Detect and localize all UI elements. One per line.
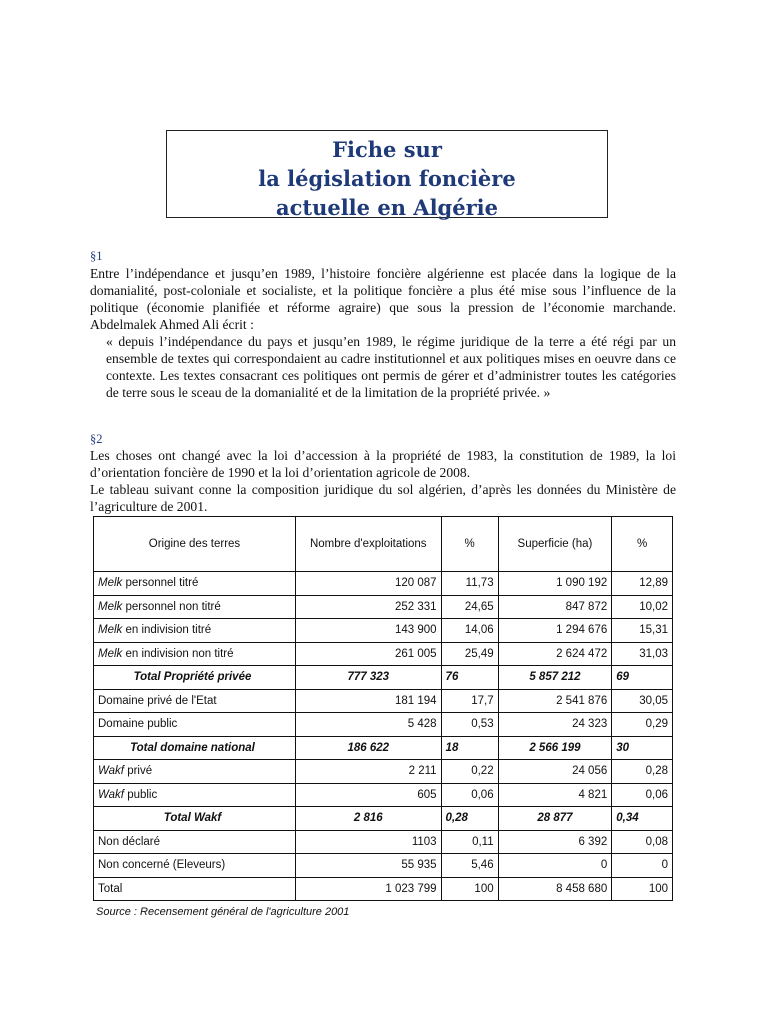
title-box: [166, 130, 608, 218]
origin-prefix: Wakf: [98, 765, 124, 778]
table-row: [94, 642, 673, 666]
table-row: [94, 736, 673, 760]
cell-count: 252 331: [295, 595, 441, 619]
table-row: [94, 783, 673, 807]
cell-count: 1103: [295, 830, 441, 854]
cell-pct-area: 12,89: [612, 572, 673, 596]
cell-area: 1 090 192: [498, 572, 612, 596]
table-row: [94, 713, 673, 737]
cell-area: 0: [498, 854, 612, 878]
cell-count: 55 935: [295, 854, 441, 878]
cell-pct-area: 31,03: [612, 642, 673, 666]
table-row: [94, 666, 673, 690]
table-header-row: [94, 517, 673, 572]
origin-label: Domaine public: [98, 718, 178, 731]
cell-area: 8 458 680: [498, 877, 612, 901]
cell-area: 24 323: [498, 713, 612, 737]
cell-area: 28 877: [498, 807, 612, 831]
cell-pct-area: 15,31: [612, 619, 673, 643]
cell-count: 5 428: [295, 713, 441, 737]
cell-pct-count: 14,06: [441, 619, 498, 643]
origin-prefix: Melk: [98, 577, 123, 590]
origin-prefix: Melk: [98, 624, 123, 637]
cell-pct-area: 30: [612, 736, 673, 760]
cell-pct-count: 0,11: [441, 830, 498, 854]
header-origin: Origine des terres: [94, 517, 296, 572]
cell-area: 1 294 676: [498, 619, 612, 643]
origin-label: en indivision non titré: [122, 647, 234, 660]
cell-pct-count: 100: [441, 877, 498, 901]
section-1-marker: §1: [90, 249, 103, 263]
header-count: Nombre d'exploitations: [295, 517, 441, 572]
header-pct-count: %: [441, 517, 498, 572]
cell-pct-count: 25,49: [441, 642, 498, 666]
cell-pct-count: 76: [441, 666, 498, 690]
origin-label: Non concerné (Eleveurs): [98, 859, 226, 872]
cell-area: 5 857 212: [498, 666, 612, 690]
cell-origin: [94, 642, 296, 666]
cell-area: 24 056: [498, 760, 612, 784]
cell-count: 186 622: [295, 736, 441, 760]
cell-origin: [94, 854, 296, 878]
section-2-paragraph-2: Le tableau suivant conne la composition juridique du sol algérien, d’après les données du Ministère de l’agriculture de 2001.: [90, 482, 676, 514]
cell-origin: [94, 689, 296, 713]
cell-count: 605: [295, 783, 441, 807]
cell-pct-count: 5,46: [441, 854, 498, 878]
cell-origin: [94, 783, 296, 807]
origin-prefix: Melk: [98, 600, 123, 613]
header-area: Superficie (ha): [498, 517, 612, 572]
origin-label: Non déclaré: [98, 835, 161, 848]
cell-pct-area: 100: [612, 877, 673, 901]
cell-pct-area: 0,06: [612, 783, 673, 807]
cell-pct-area: 0: [612, 854, 673, 878]
table-row: [94, 760, 673, 784]
title-line-2: la législation foncière: [258, 166, 516, 191]
table-row: [94, 877, 673, 901]
cell-origin: [94, 595, 296, 619]
cell-count: 143 900: [295, 619, 441, 643]
origin-label: Domaine privé de l'Etat: [98, 694, 217, 707]
cell-pct-area: 10,02: [612, 595, 673, 619]
title-line-3: actuelle en Algérie: [275, 195, 498, 220]
cell-pct-area: 69: [612, 666, 673, 690]
title-line-1: Fiche sur: [332, 137, 442, 162]
table-row: [94, 830, 673, 854]
origin-label: privé: [124, 765, 153, 778]
origin-label: personnel titré: [122, 577, 199, 590]
cell-area: 4 821: [498, 783, 612, 807]
section-1-paragraph: Entre l’indépendance et jusqu’en 1989, l’histoire foncière algérienne est placée dans la logique de la domanialité, post-coloniale et socialiste, et la politique foncière a plus été mise sous l’influence de la politique (économie planifiée et réforme agraire) que sous la pression de l’économie marchande. Abdelmalek Ahmed Ali écrit :: [90, 266, 676, 332]
cell-pct-area: 0,34: [612, 807, 673, 831]
cell-origin: [94, 877, 296, 901]
cell-count: 181 194: [295, 689, 441, 713]
cell-origin: [94, 619, 296, 643]
cell-pct-area: 0,08: [612, 830, 673, 854]
cell-pct-area: 0,28: [612, 760, 673, 784]
table-row: [94, 689, 673, 713]
cell-pct-count: 0,06: [441, 783, 498, 807]
origin-label: Total Propriété privée: [133, 671, 252, 684]
origin-prefix: Melk: [98, 647, 123, 660]
cell-origin: [94, 736, 296, 760]
table-row: [94, 807, 673, 831]
cell-count: 2 816: [295, 807, 441, 831]
cell-origin: [94, 666, 296, 690]
cell-count: 1 023 799: [295, 877, 441, 901]
table-row: [94, 572, 673, 596]
cell-pct-count: 0,28: [441, 807, 498, 831]
origin-label: en indivision titré: [122, 624, 212, 637]
cell-area: 2 541 876: [498, 689, 612, 713]
table-row: [94, 595, 673, 619]
origin-label: public: [124, 788, 158, 801]
cell-pct-count: 11,73: [441, 572, 498, 596]
origin-label: personnel non titré: [122, 600, 221, 613]
cell-count: 777 323: [295, 666, 441, 690]
section-1-quote: « depuis l’indépendance du pays et jusqu’en 1989, le régime juridique de la terre a été régi par un ensemble de textes qui correspondaient au cadre institutionnel et aux politiques mises en oeuvre dans ce contexte. Les textes consacrant ces politiques ont permis de gérer et d’administrer toutes les catégories de terre sous le sceau de la domanialité et de la limitation de la propriété privée. »: [106, 334, 676, 400]
cell-count: 120 087: [295, 572, 441, 596]
land-composition-table: [93, 516, 673, 901]
cell-origin: [94, 807, 296, 831]
cell-origin: [94, 760, 296, 784]
source-note: Source : Recensement général de l'agriculture 2001: [96, 906, 350, 918]
cell-origin: [94, 572, 296, 596]
cell-area: 6 392: [498, 830, 612, 854]
cell-pct-count: 0,22: [441, 760, 498, 784]
cell-area: 2 566 199: [498, 736, 612, 760]
origin-label: Total Wakf: [163, 812, 222, 825]
section-2-marker: §2: [90, 432, 103, 446]
cell-pct-area: 30,05: [612, 689, 673, 713]
cell-pct-count: 24,65: [441, 595, 498, 619]
cell-origin: [94, 830, 296, 854]
cell-pct-count: 0,53: [441, 713, 498, 737]
cell-count: 261 005: [295, 642, 441, 666]
origin-prefix: Wakf: [98, 788, 124, 801]
cell-count: 2 211: [295, 760, 441, 784]
table-row: [94, 854, 673, 878]
cell-pct-area: 0,29: [612, 713, 673, 737]
cell-area: 847 872: [498, 595, 612, 619]
cell-pct-count: 18: [441, 736, 498, 760]
section-2-paragraph-1: Les choses ont changé avec la loi d’accession à la propriété de 1983, la constitution de 1989, la loi d’orientation foncière de 1990 et la loi d’orientation agricole de 2008.: [90, 448, 676, 480]
origin-label: Total: [98, 882, 123, 895]
table-row: [94, 619, 673, 643]
cell-pct-count: 17,7: [441, 689, 498, 713]
header-pct-area: %: [612, 517, 673, 572]
origin-label: Total domaine national: [130, 741, 255, 754]
cell-origin: [94, 713, 296, 737]
cell-area: 2 624 472: [498, 642, 612, 666]
